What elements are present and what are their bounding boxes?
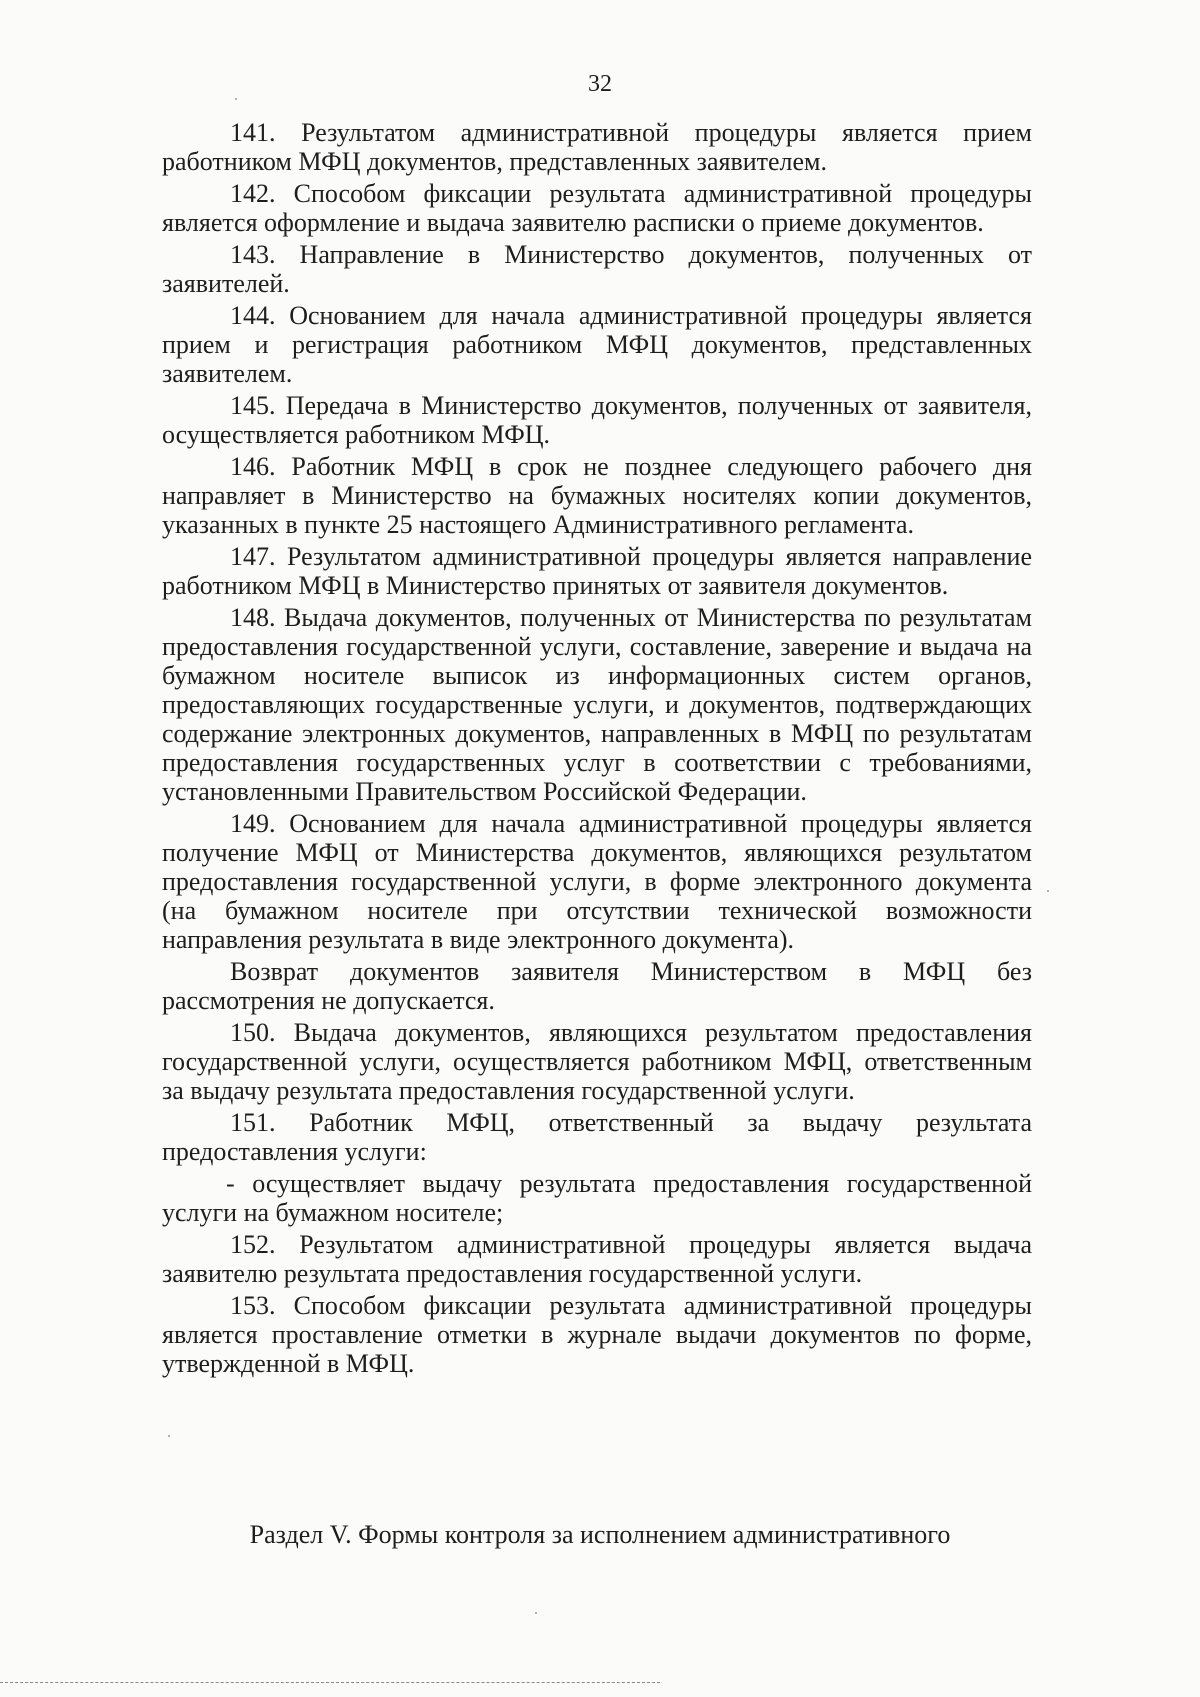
paragraph-148: 148. Выдача документов, полученных от Министерства по результатам предоставления государственной услуги, составление, заверение и выдача на бумажном носителе выписок из информационных систем органов, предоставляющих государственные услуги, и документов, подтверждающих содержание электронных документов, направленных в МФЦ по результатам предоставления государственных услуг в соответствии с требованиями, установленными Правительством Российской Федерации. bbox=[162, 603, 1032, 806]
paragraph-145: 145. Передача в Министерство документов, полученных от заявителя, осуществляется работником МФЦ. bbox=[162, 391, 1032, 449]
paragraph-return-rule: Возврат документов заявителя Министерством в МФЦ без рассмотрения не допускается. bbox=[162, 957, 1032, 1015]
paragraph-150: 150. Выдача документов, являющихся результатом предоставления государственной услуги, осуществляется работником МФЦ, ответственным за выдачу результата предоставления государственной услуги. bbox=[162, 1018, 1032, 1105]
scan-speck bbox=[235, 98, 237, 100]
page-number: 32 bbox=[588, 71, 612, 97]
scan-edge-line bbox=[0, 1682, 660, 1683]
paragraph-144: 144. Основанием для начала административной процедуры является прием и регистрация работником МФЦ документов, представленных заявителем. bbox=[162, 301, 1032, 388]
paragraph-146: 146. Работник МФЦ в срок не позднее следующего рабочего дня направляет в Министерство на бумажных носителях копии документов, указанных в пункте 25 настоящего Административного регламента. bbox=[162, 452, 1032, 539]
paragraph-147: 147. Результатом административной процедуры является направление работником МФЦ в Министерство принятых от заявителя документов. bbox=[162, 542, 1032, 600]
paragraph-153: 153. Способом фиксации результата административной процедуры является проставление отметки в журнале выдачи документов по форме, утвержденной в МФЦ. bbox=[162, 1291, 1032, 1378]
paragraph-151: 151. Работник МФЦ, ответственный за выдачу результата предоставления услуги: bbox=[162, 1108, 1032, 1166]
paragraph-143: 143. Направление в Министерство документов, полученных от заявителей. bbox=[162, 240, 1032, 298]
paragraph-142: 142. Способом фиксации результата административной процедуры является оформление и выдача заявителю расписки о приеме документов. bbox=[162, 179, 1032, 237]
scan-speck bbox=[168, 1435, 170, 1437]
paragraph-141: 141. Результатом административной процедуры является прием работником МФЦ документов, представленных заявителем. bbox=[162, 118, 1032, 176]
document-body bbox=[162, 118, 1032, 1381]
list-item-paper-issue: - осуществляет выдачу результата предоставления государственной услуги на бумажном носителе; bbox=[162, 1169, 1032, 1227]
section-heading: Раздел V. Формы контроля за исполнением административного bbox=[249, 1520, 951, 1549]
paragraph-149: 149. Основанием для начала административной процедуры является получение МФЦ от Министерства документов, являющихся результатом предоставления государственной услуги, в форме электронного документа (на бумажном носителе при отсутствии технической возможности направления результата в виде электронного документа). bbox=[162, 809, 1032, 954]
scan-speck bbox=[535, 1612, 537, 1614]
scan-speck bbox=[1047, 890, 1049, 892]
paragraph-152: 152. Результатом административной процедуры является выдача заявителю результата предоставления государственной услуги. bbox=[162, 1230, 1032, 1288]
